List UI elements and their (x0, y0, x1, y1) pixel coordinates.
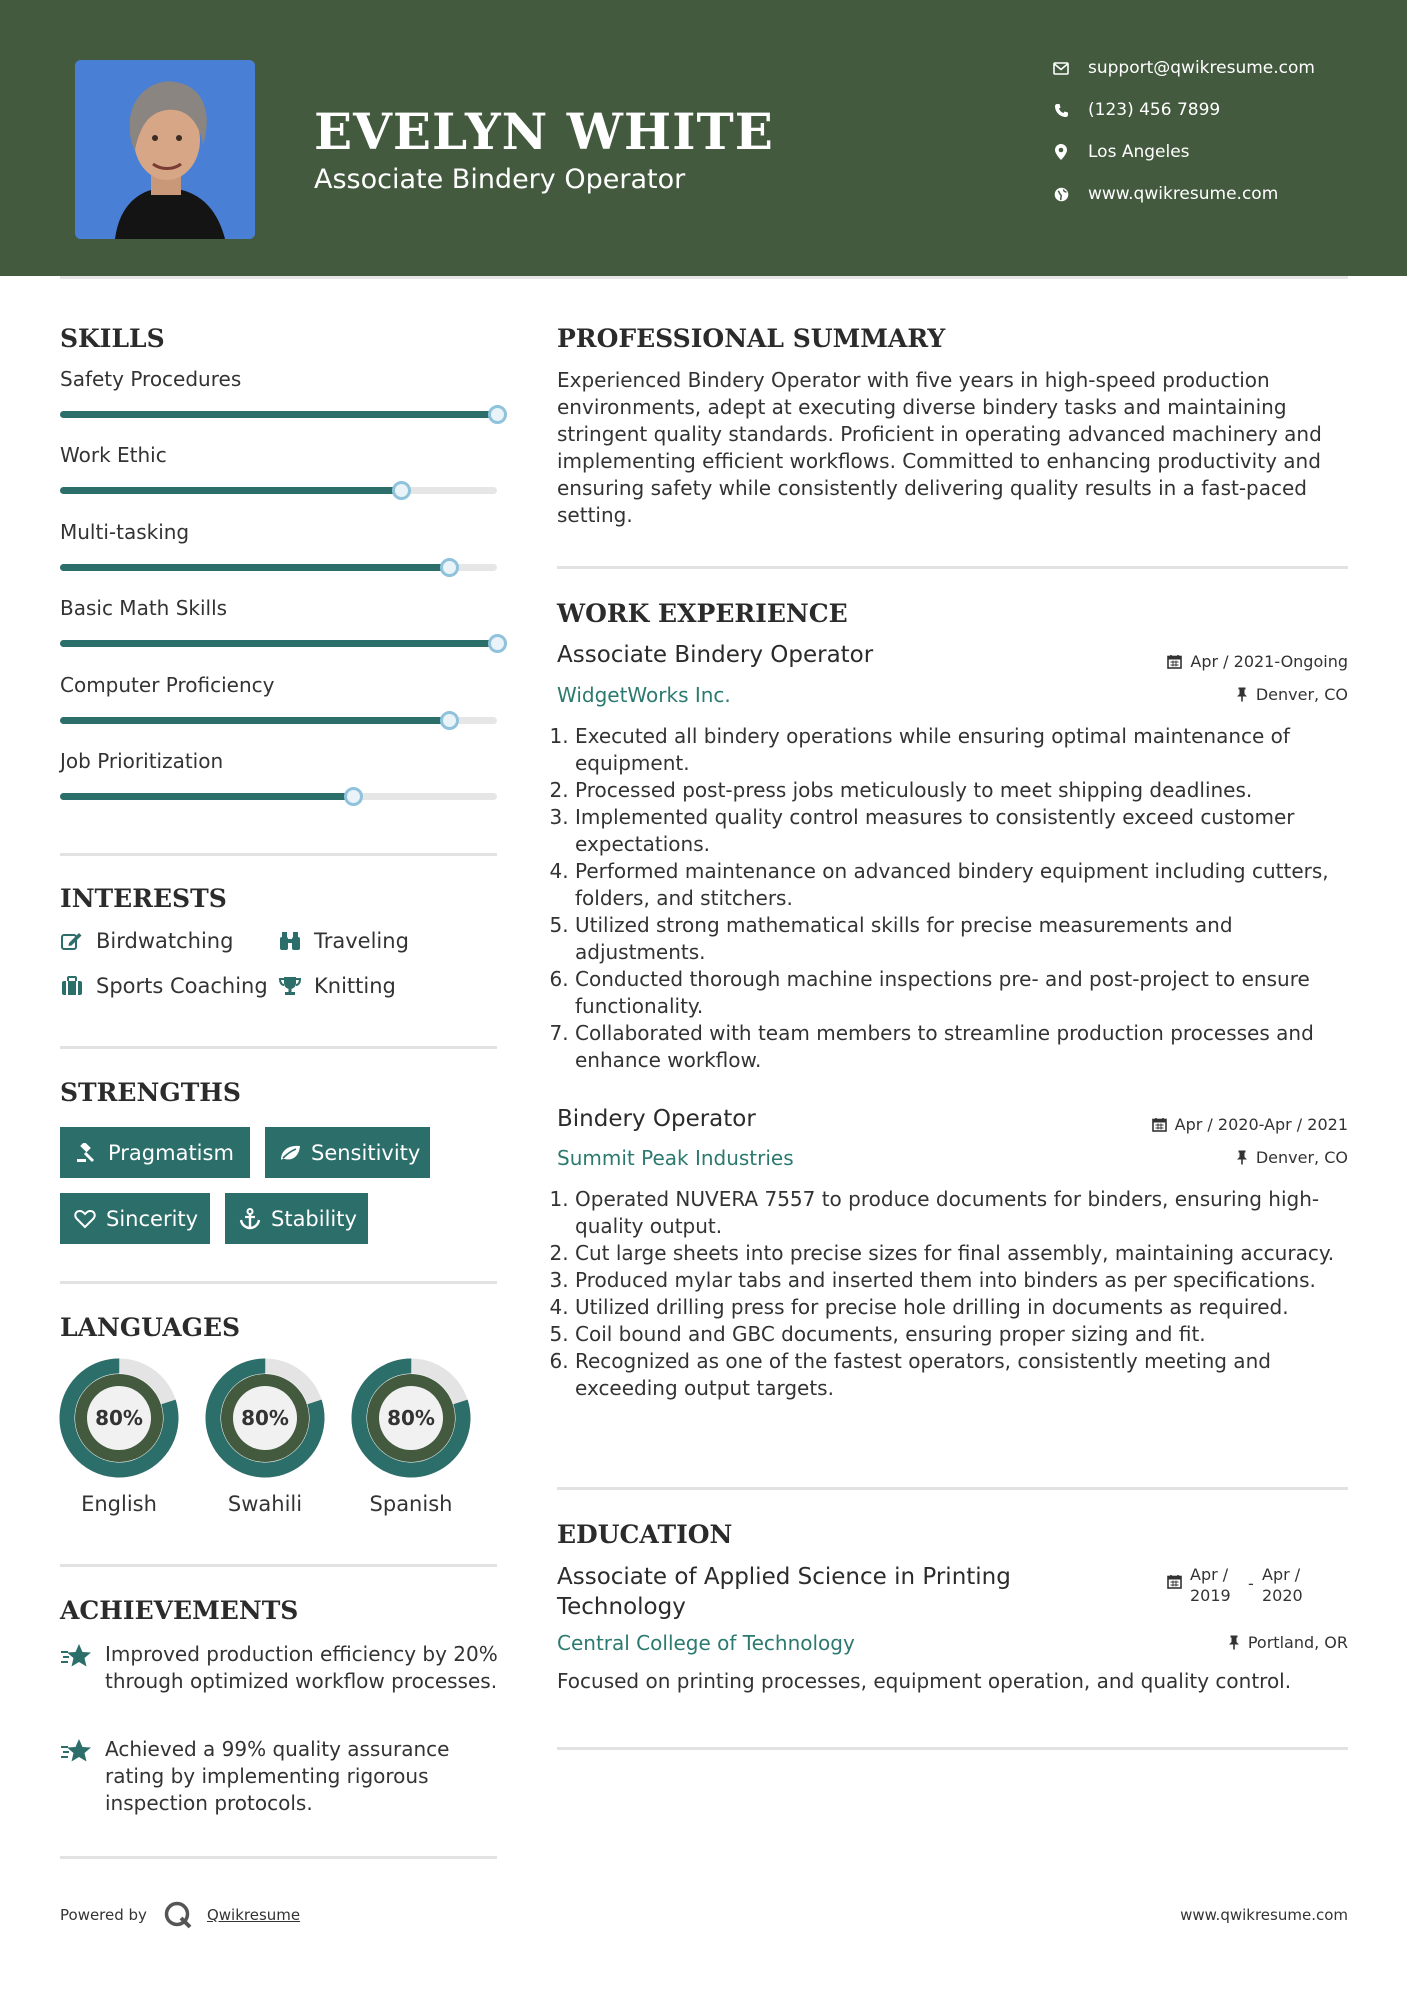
duty-item: 4. Performed maintenance on advanced bindery equipment including cutters, folders, and stitchers. (575, 858, 1357, 912)
skill-label: Safety Procedures (60, 367, 242, 391)
briefcase-icon (60, 976, 84, 996)
job-duties (557, 723, 1357, 1074)
summary-heading: PROFESSIONAL SUMMARY (557, 324, 946, 353)
divider (557, 566, 1348, 569)
summary-text: Experienced Bindery Operator with five years in high-speed production environments, adept at executing diverse bindery tasks and maintaining stringent quality standards. Proficient in operating advanced machinery and implementing efficient workflows. Committed to enhancing productivity and ensuring safety while consistently delivering quality results in a fast-paced setting. (557, 368, 1322, 527)
interest-label: Traveling (314, 929, 409, 953)
qwikresume-logo-icon (163, 1900, 193, 1930)
binoculars-icon (278, 931, 302, 951)
job-location-text: Denver, CO (1255, 1148, 1348, 1167)
education-dates (1167, 1564, 1312, 1606)
language-label: Spanish (369, 1492, 453, 1516)
heart-icon (74, 1209, 96, 1229)
duty-item: 2. Cut large sheets into precise sizes for final assembly, maintaining accuracy. (575, 1240, 1357, 1267)
contact-location (1050, 142, 1370, 162)
duty-item: 3. Produced mylar tabs and inserted them into binders as per specifications. (575, 1267, 1357, 1294)
globe-icon (1050, 187, 1072, 202)
divider (60, 1046, 497, 1049)
language-ring (204, 1357, 326, 1483)
duty-item: 7. Collaborated with team members to streamline production processes and enhance workflow. (575, 1020, 1357, 1074)
divider (60, 853, 497, 856)
candidate-name: EVELYN WHITE (314, 102, 774, 161)
map-pin-icon (1050, 144, 1072, 160)
duty-item: 2. Processed post-press jobs meticulously to meet shipping deadlines. (575, 777, 1357, 804)
footer-website[interactable]: www.qwikresume.com (1180, 1906, 1348, 1924)
skill-level-fill (60, 487, 401, 494)
duty-item: 3. Implemented quality control measures to consistently exceed customer expectations. (575, 804, 1357, 858)
pushpin-icon (1228, 1635, 1240, 1650)
strength-label: Pragmatism (108, 1140, 234, 1165)
language-label: English (81, 1492, 157, 1516)
pushpin-icon (1236, 687, 1248, 702)
skill-label: Job Prioritization (60, 749, 224, 773)
interest-item (278, 974, 396, 998)
language-label: Swahili (227, 1492, 303, 1516)
skill-level-knob (440, 558, 459, 577)
language-percent: 80% (95, 1406, 143, 1430)
divider (557, 1747, 1348, 1750)
degree-title: Associate of Applied Science in Printing Technology (557, 1564, 1011, 1620)
footer-powered-by (60, 1900, 300, 1930)
skill-level-bar (60, 564, 497, 571)
language-ring (350, 1357, 472, 1483)
divider (60, 1564, 497, 1567)
strengths-heading: STRENGTHS (60, 1078, 241, 1107)
job-dates-text: Apr / 2021-Ongoing (1190, 652, 1348, 671)
job-dates (1152, 1115, 1348, 1134)
anchor-icon (239, 1208, 261, 1230)
education-end-date: Apr / 2020 (1262, 1565, 1303, 1605)
contact-email-text: support@qwikresume.com (1088, 58, 1315, 78)
strength-label: Sincerity (106, 1206, 199, 1231)
skill-level-bar (60, 717, 497, 724)
duty-item: 5. Utilized strong mathematical skills for precise measurements and adjustments. (575, 912, 1357, 966)
skill-level-fill (60, 793, 353, 800)
contact-location-text: Los Angeles (1088, 142, 1190, 162)
education-location (1228, 1633, 1348, 1652)
skill-level-bar (60, 793, 497, 800)
skill-level-knob (488, 405, 507, 424)
profile-photo (75, 60, 255, 239)
school-name: Central College of Technology (557, 1631, 855, 1655)
strength-badge (60, 1193, 210, 1244)
job-duties (557, 1186, 1357, 1402)
star-icon (60, 1643, 92, 1695)
strength-badge (225, 1193, 368, 1244)
skill-level-knob (440, 711, 459, 730)
header-divider (60, 276, 1348, 279)
star-icon (60, 1738, 92, 1817)
skill-level-knob (488, 634, 507, 653)
language-ring (58, 1357, 180, 1483)
experience-heading: WORK EXPERIENCE (557, 599, 848, 628)
calendar-icon (1167, 1574, 1182, 1593)
strength-label: Sensitivity (311, 1140, 421, 1165)
language-percent: 80% (387, 1406, 435, 1430)
education-description: Focused on printing processes, equipment operation, and quality control. (557, 1669, 1292, 1693)
strength-badge (265, 1127, 430, 1178)
trophy-icon (278, 976, 302, 996)
edit-icon (60, 931, 84, 951)
contact-website[interactable] (1050, 184, 1370, 204)
powered-by-label: Powered by (60, 1906, 147, 1924)
skills-heading: SKILLS (60, 324, 165, 353)
envelope-icon (1050, 62, 1072, 75)
skill-level-bar (60, 640, 497, 647)
calendar-icon (1167, 654, 1182, 669)
skill-level-bar (60, 411, 497, 418)
interest-item (278, 929, 409, 953)
achievement-text: Achieved a 99% quality assurance rating by implementing rigorous inspection protocols. (105, 1737, 450, 1815)
duty-item: 5. Coil bound and GBC documents, ensuring proper sizing and fit. (575, 1321, 1357, 1348)
education-heading: EDUCATION (557, 1520, 733, 1549)
company-name: Summit Peak Industries (557, 1146, 794, 1170)
interest-item (60, 974, 268, 998)
skill-level-fill (60, 717, 449, 724)
contact-phone[interactable] (1050, 100, 1370, 120)
job-title: Associate Bindery Operator (557, 642, 874, 668)
leaf-icon (279, 1144, 301, 1162)
duty-item: 4. Utilized drilling press for precise hole drilling in documents as required. (575, 1294, 1357, 1321)
strength-label: Stability (271, 1206, 357, 1231)
job-dates (1167, 652, 1348, 671)
skill-label: Multi-tasking (60, 519, 190, 544)
languages-heading: LANGUAGES (60, 1313, 241, 1342)
interests-heading: INTERESTS (60, 884, 227, 913)
contact-email[interactable] (1050, 58, 1370, 78)
achievement-item (60, 1736, 500, 1817)
divider (60, 1856, 497, 1859)
duty-item: 1. Executed all bindery operations while ensuring optimal maintenance of equipment. (575, 723, 1357, 777)
job-location (1236, 1148, 1348, 1167)
duty-item: 1. Operated NUVERA 7557 to produce documents for binders, ensuring high-quality output. (575, 1186, 1357, 1240)
skill-level-fill (60, 411, 497, 418)
skill-level-knob (392, 481, 411, 500)
skill-level-fill (60, 640, 497, 647)
achievements-heading: ACHIEVEMENTS (60, 1596, 299, 1625)
candidate-title: Associate Bindery Operator (314, 164, 686, 195)
language-percent: 80% (241, 1406, 289, 1430)
calendar-icon (1152, 1117, 1167, 1132)
divider (60, 1281, 497, 1284)
interest-label: Birdwatching (96, 929, 234, 953)
achievement-item (60, 1641, 500, 1695)
resume-header (0, 0, 1407, 276)
duty-item: 6. Recognized as one of the fastest operators, consistently meeting and exceeding output targets. (575, 1348, 1357, 1402)
pushpin-icon (1236, 1150, 1248, 1165)
qwikresume-link[interactable]: Qwikresume (206, 1906, 301, 1924)
skill-level-knob (344, 787, 363, 806)
strength-badge (60, 1127, 250, 1178)
achievement-text: Improved production efficiency by 20% through optimized workflow processes. (105, 1642, 498, 1693)
phone-icon (1050, 103, 1072, 118)
divider (557, 1487, 1348, 1490)
skill-level-fill (60, 564, 449, 571)
date-separator: - (1248, 1574, 1254, 1593)
interest-item (60, 929, 233, 953)
skill-label: Computer Proficiency (60, 672, 275, 697)
skill-level-bar (60, 487, 497, 494)
contact-website-text: www.qwikresume.com (1088, 184, 1279, 204)
gavel-icon (74, 1143, 98, 1163)
job-location-text: Denver, CO (1255, 685, 1348, 704)
contact-phone-text: (123) 456 7899 (1088, 100, 1221, 120)
skill-label: Work Ethic (60, 443, 167, 468)
education-start-date: Apr / 2019 (1190, 1565, 1231, 1605)
job-dates-text: Apr / 2020-Apr / 2021 (1174, 1115, 1348, 1134)
job-title: Bindery Operator (557, 1106, 756, 1132)
skill-label: Basic Math Skills (60, 596, 228, 621)
company-name: WidgetWorks Inc. (557, 683, 731, 707)
education-location-text: Portland, OR (1247, 1633, 1348, 1652)
interest-label: Sports Coaching (96, 974, 268, 998)
duty-item: 6. Conducted thorough machine inspections pre- and post-project to ensure functionality. (575, 966, 1357, 1020)
job-location (1236, 685, 1348, 704)
interest-label: Knitting (314, 974, 396, 998)
